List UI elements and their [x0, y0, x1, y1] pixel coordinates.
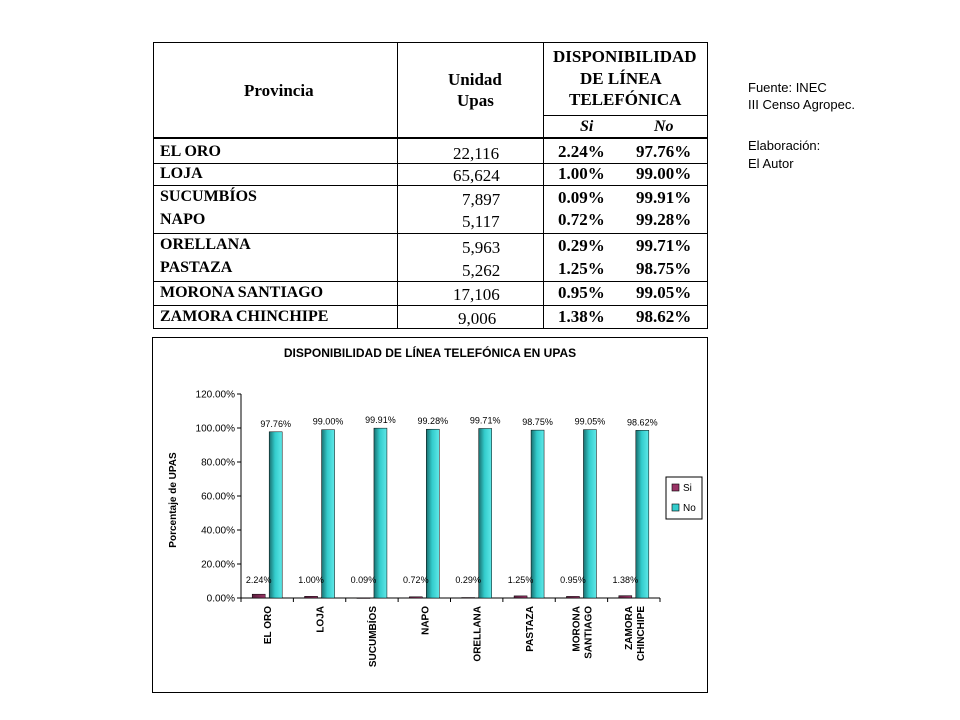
header-disponibilidad: DISPONIBILIDAD [553, 47, 697, 66]
cell-provincia: PASTAZA [160, 259, 233, 276]
x-category-label [263, 606, 274, 644]
x-category-label-line: ORELLANA [472, 606, 484, 662]
data-label-no: 99.05% [574, 416, 606, 427]
data-label-no: 98.75% [522, 417, 553, 428]
bar-no [269, 432, 282, 598]
x-category-label [366, 606, 379, 667]
x-category-label [571, 606, 594, 659]
legend-label-no: No [683, 503, 696, 514]
bar-no [583, 430, 596, 598]
cell-no: 99.71% [636, 236, 692, 255]
data-label-si: 0.72% [403, 575, 429, 585]
cell-no: 99.28% [636, 210, 692, 229]
cell-provincia: LOJA [160, 165, 203, 182]
bar-no [322, 430, 335, 598]
header-si: Si [580, 118, 594, 135]
cell-si: 1.00% [558, 164, 605, 183]
y-tick-label: 0.00% [206, 593, 235, 605]
bar-si [462, 598, 475, 599]
author-note: Elaboración: [748, 138, 821, 153]
header-de-linea: DE LÍNEA [580, 69, 662, 88]
cell-no: 98.75% [636, 259, 692, 278]
cell-upas: 22,116 [453, 144, 500, 163]
cell-provincia: EL ORO [160, 143, 221, 160]
header-upas: Upas [457, 91, 494, 110]
cell-upas: 65,624 [453, 166, 500, 185]
bar-si [566, 596, 579, 598]
x-category-label [316, 606, 327, 633]
bar-no [374, 428, 387, 598]
data-label-si: 1.38% [612, 575, 639, 585]
cell-provincia: NAPO [160, 211, 206, 228]
x-category-label [420, 606, 431, 635]
x-category-label [525, 606, 536, 652]
cell-upas: 7,897 [462, 190, 501, 209]
cell-si: 0.09% [558, 188, 605, 207]
header-provincia: Provincia [244, 81, 314, 100]
cell-no: 99.00% [636, 164, 692, 183]
bar-no [636, 430, 649, 598]
data-label-si: 1.00% [298, 575, 324, 585]
header-no: No [654, 118, 674, 135]
y-tick-label: 40.00% [201, 525, 235, 537]
data-label-no: 99.00% [312, 416, 344, 427]
bar-si [252, 594, 265, 598]
y-tick-label: 100.00% [195, 423, 235, 435]
data-label-no: 99.71% [469, 415, 501, 426]
data-label-no: 97.76% [260, 418, 291, 429]
x-category-label-line: CHINCHIPE [635, 606, 647, 662]
x-category-label-line: PASTAZA [525, 606, 537, 652]
legend-swatch-no [672, 504, 679, 511]
x-category-label-line: LOJA [315, 606, 327, 633]
y-tick-label: 60.00% [201, 491, 235, 503]
author-note: El Autor [748, 156, 794, 171]
data-label-si: 1.25% [507, 575, 534, 585]
cell-provincia: MORONA SANTIAGO [160, 284, 324, 301]
cell-si: 0.72% [558, 210, 605, 229]
cell-si: 1.25% [558, 259, 605, 278]
cell-provincia: SUCUMBÍOS [160, 188, 257, 205]
legend-swatch-si [672, 484, 679, 491]
cell-provincia: ZAMORA CHINCHIPE [160, 308, 329, 325]
bar-si [514, 596, 527, 598]
data-label-no: 98.62% [627, 417, 658, 428]
data-label-no: 99.91% [365, 415, 396, 426]
cell-no: 97.76% [636, 142, 692, 161]
cell-si: 0.29% [558, 236, 605, 255]
data-label-si: 2.24% [245, 575, 272, 585]
x-category-label-line: EL ORO [263, 606, 275, 645]
bar-no [479, 428, 492, 598]
header-unidad: Unidad [448, 70, 502, 89]
x-category-label-line: SANTIAGO [583, 606, 595, 659]
cell-no: 99.05% [636, 283, 692, 302]
legend-label-si: Si [683, 483, 692, 494]
cell-upas: 5,262 [462, 261, 501, 280]
bar-si [357, 598, 370, 599]
cell-no: 99.91% [636, 188, 692, 207]
cell-si: 1.38% [558, 307, 605, 326]
data-label-si: 0.09% [350, 575, 377, 585]
y-tick-label: 20.00% [201, 559, 235, 571]
y-tick-label: 80.00% [201, 457, 235, 469]
cell-upas: 5,117 [462, 212, 500, 231]
x-category-label-line: SUCUMBÍOS [367, 606, 379, 668]
bar-si [619, 596, 632, 598]
x-category-label [624, 606, 647, 661]
source-note: Fuente: INEC [748, 80, 827, 95]
chart-title: DISPONIBILIDAD DE LÍNEA TELEFÓNICA EN UPAS [283, 346, 577, 360]
bar-si [409, 597, 422, 598]
cell-no: 98.62% [636, 307, 692, 326]
data-label-no: 99.28% [417, 416, 449, 427]
x-category-label-line: MORONA [571, 606, 583, 652]
x-category-label-line: NAPO [420, 606, 432, 635]
cell-upas: 17,106 [453, 285, 500, 304]
header-telefonica: TELEFÓNICA [569, 90, 682, 109]
bar-no [531, 430, 544, 598]
data-label-si: 0.95% [560, 575, 586, 585]
y-tick-label: 120.00% [195, 389, 235, 401]
y-axis-label: Porcentaje de UPAS [168, 452, 179, 548]
cell-si: 0.95% [558, 283, 605, 302]
cell-si: 2.24% [558, 142, 605, 161]
x-category-label [473, 606, 484, 662]
bar-si [305, 596, 318, 598]
data-label-si: 0.29% [455, 575, 481, 585]
cell-upas: 5,963 [462, 238, 501, 257]
bar-no [426, 429, 439, 598]
cell-upas: 9,006 [458, 309, 497, 328]
cell-provincia: ORELLANA [160, 236, 251, 253]
x-category-label-line: ZAMORA [623, 606, 635, 650]
source-note: III Censo Agropec. [748, 97, 855, 112]
